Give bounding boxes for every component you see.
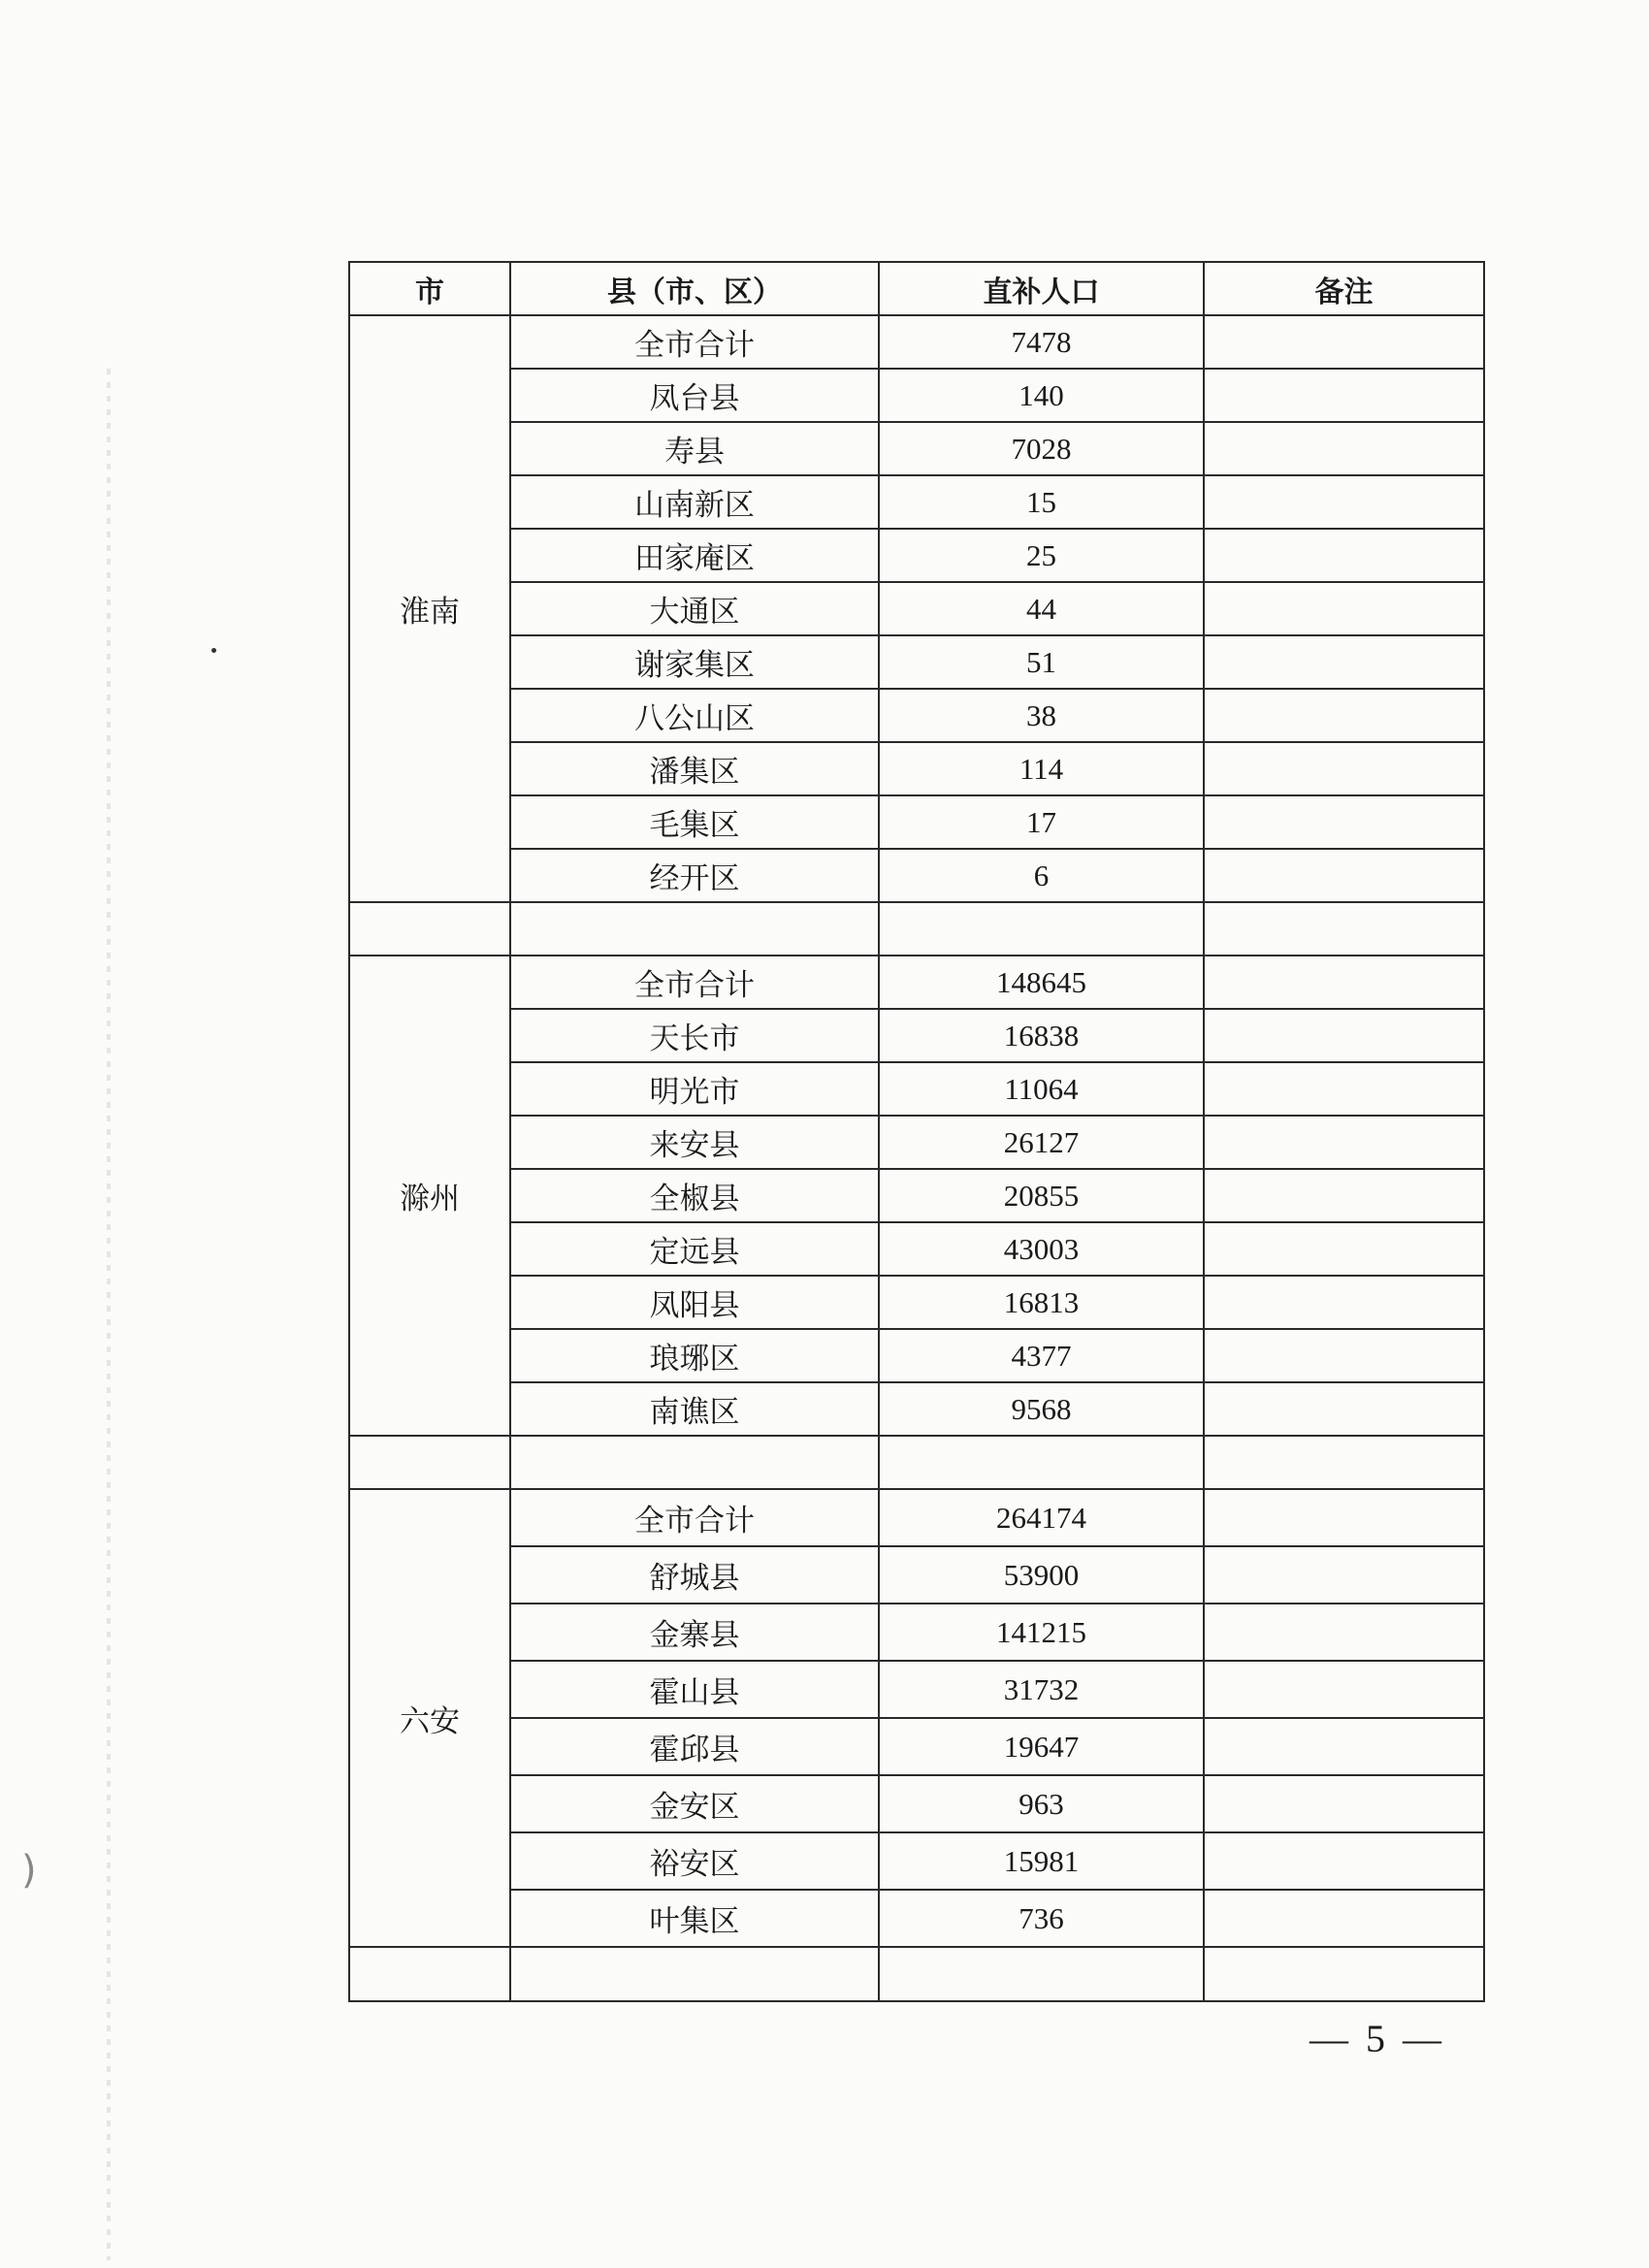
note-cell	[1204, 1718, 1484, 1775]
county-cell: 谢家集区	[510, 635, 879, 689]
table-row	[349, 1890, 1484, 1947]
population-cell: 7478	[879, 315, 1204, 369]
county-cell: 霍山县	[510, 1661, 879, 1718]
population-cell: 20855	[879, 1169, 1204, 1222]
empty-cell	[1204, 1436, 1484, 1489]
county-cell: 凤台县	[510, 369, 879, 422]
note-cell	[1204, 529, 1484, 582]
table-row	[349, 422, 1484, 475]
table-row	[349, 315, 1484, 369]
table-row	[349, 1775, 1484, 1832]
population-cell: 11064	[879, 1062, 1204, 1116]
note-cell	[1204, 1775, 1484, 1832]
population-cell: 148645	[879, 956, 1204, 1009]
header-population: 直补人口	[879, 262, 1204, 315]
table-row	[349, 1489, 1484, 1546]
population-cell: 15981	[879, 1832, 1204, 1890]
table-row	[349, 529, 1484, 582]
population-cell: 43003	[879, 1222, 1204, 1276]
city-cell: 六安	[349, 1489, 510, 1947]
county-cell: 山南新区	[510, 475, 879, 529]
county-cell: 全市合计	[510, 315, 879, 369]
table-row	[349, 369, 1484, 422]
population-cell: 9568	[879, 1382, 1204, 1436]
table-row	[349, 475, 1484, 529]
county-cell: 天长市	[510, 1009, 879, 1062]
table-row	[349, 742, 1484, 795]
note-cell	[1204, 1062, 1484, 1116]
table-row	[349, 1062, 1484, 1116]
table-row	[349, 1832, 1484, 1890]
county-cell: 金寨县	[510, 1604, 879, 1661]
county-cell: 来安县	[510, 1116, 879, 1169]
county-cell: 全椒县	[510, 1169, 879, 1222]
county-cell: 霍邱县	[510, 1718, 879, 1775]
note-cell	[1204, 369, 1484, 422]
empty-cell	[510, 1436, 879, 1489]
note-cell	[1204, 1222, 1484, 1276]
table-row	[349, 795, 1484, 849]
population-cell: 25	[879, 529, 1204, 582]
header-note: 备注	[1204, 262, 1484, 315]
population-cell: 4377	[879, 1329, 1204, 1382]
county-cell: 明光市	[510, 1062, 879, 1116]
population-cell: 44	[879, 582, 1204, 635]
table-row	[349, 1276, 1484, 1329]
table-row	[349, 582, 1484, 635]
table-row	[349, 1009, 1484, 1062]
city-cell: 淮南	[349, 315, 510, 902]
county-cell: 叶集区	[510, 1890, 879, 1947]
note-cell	[1204, 635, 1484, 689]
county-cell: 潘集区	[510, 742, 879, 795]
note-cell	[1204, 1604, 1484, 1661]
county-cell: 田家庵区	[510, 529, 879, 582]
spacer-row	[349, 1436, 1484, 1489]
note-cell	[1204, 1832, 1484, 1890]
county-cell: 八公山区	[510, 689, 879, 742]
empty-cell	[879, 1436, 1204, 1489]
county-cell: 寿县	[510, 422, 879, 475]
empty-cell	[879, 1947, 1204, 2001]
table-row	[349, 1718, 1484, 1775]
scan-edge-artifact	[107, 369, 111, 2260]
county-cell: 定远县	[510, 1222, 879, 1276]
population-cell: 26127	[879, 1116, 1204, 1169]
empty-cell	[349, 902, 510, 956]
table-row	[349, 689, 1484, 742]
county-cell: 裕安区	[510, 1832, 879, 1890]
note-cell	[1204, 1329, 1484, 1382]
population-cell: 16813	[879, 1276, 1204, 1329]
empty-cell	[510, 1947, 879, 2001]
note-cell	[1204, 1009, 1484, 1062]
scan-dot-artifact	[211, 648, 216, 653]
table-row	[349, 1222, 1484, 1276]
note-cell	[1204, 1276, 1484, 1329]
note-cell	[1204, 1169, 1484, 1222]
note-cell	[1204, 742, 1484, 795]
county-cell: 全市合计	[510, 1489, 879, 1546]
county-cell: 琅琊区	[510, 1329, 879, 1382]
empty-cell	[349, 1947, 510, 2001]
note-cell	[1204, 475, 1484, 529]
population-cell: 16838	[879, 1009, 1204, 1062]
note-cell	[1204, 956, 1484, 1009]
county-cell: 毛集区	[510, 795, 879, 849]
table-row	[349, 1169, 1484, 1222]
population-cell: 53900	[879, 1546, 1204, 1604]
empty-cell	[510, 902, 879, 956]
note-cell	[1204, 849, 1484, 902]
population-cell: 15	[879, 475, 1204, 529]
empty-cell	[349, 1436, 510, 1489]
note-cell	[1204, 582, 1484, 635]
county-cell: 大通区	[510, 582, 879, 635]
population-cell: 51	[879, 635, 1204, 689]
population-cell: 140	[879, 369, 1204, 422]
population-cell: 114	[879, 742, 1204, 795]
note-cell	[1204, 1116, 1484, 1169]
note-cell	[1204, 689, 1484, 742]
population-cell: 17	[879, 795, 1204, 849]
table-row	[349, 1382, 1484, 1436]
population-subsidy-table	[348, 261, 1485, 2002]
header-county: 县（市、区）	[510, 262, 879, 315]
note-cell	[1204, 1661, 1484, 1718]
table-header-row	[349, 262, 1484, 315]
county-cell: 舒城县	[510, 1546, 879, 1604]
spacer-row	[349, 1947, 1484, 2001]
population-cell: 963	[879, 1775, 1204, 1832]
empty-cell	[879, 902, 1204, 956]
note-cell	[1204, 1546, 1484, 1604]
county-cell: 经开区	[510, 849, 879, 902]
population-cell: 141215	[879, 1604, 1204, 1661]
note-cell	[1204, 795, 1484, 849]
population-cell: 264174	[879, 1489, 1204, 1546]
note-cell	[1204, 1890, 1484, 1947]
table-row	[349, 1661, 1484, 1718]
note-cell	[1204, 1382, 1484, 1436]
note-cell	[1204, 315, 1484, 369]
empty-cell	[1204, 902, 1484, 956]
population-cell: 38	[879, 689, 1204, 742]
scan-margin-mark: )	[21, 1848, 37, 1893]
header-city: 市	[349, 262, 510, 315]
note-cell	[1204, 422, 1484, 475]
population-cell: 7028	[879, 422, 1204, 475]
note-cell	[1204, 1489, 1484, 1546]
table-row	[349, 1116, 1484, 1169]
table-row	[349, 1329, 1484, 1382]
table-row	[349, 1604, 1484, 1661]
population-cell: 736	[879, 1890, 1204, 1947]
table-row	[349, 849, 1484, 902]
table-row	[349, 956, 1484, 1009]
population-cell: 31732	[879, 1661, 1204, 1718]
county-cell: 南谯区	[510, 1382, 879, 1436]
county-cell: 全市合计	[510, 956, 879, 1009]
table-row	[349, 1546, 1484, 1604]
table-body	[349, 315, 1484, 2001]
table-row	[349, 635, 1484, 689]
page-number: — 5 —	[1310, 2017, 1445, 2060]
spacer-row	[349, 902, 1484, 956]
city-cell: 滁州	[349, 956, 510, 1436]
county-cell: 凤阳县	[510, 1276, 879, 1329]
population-cell: 19647	[879, 1718, 1204, 1775]
population-cell: 6	[879, 849, 1204, 902]
county-cell: 金安区	[510, 1775, 879, 1832]
empty-cell	[1204, 1947, 1484, 2001]
